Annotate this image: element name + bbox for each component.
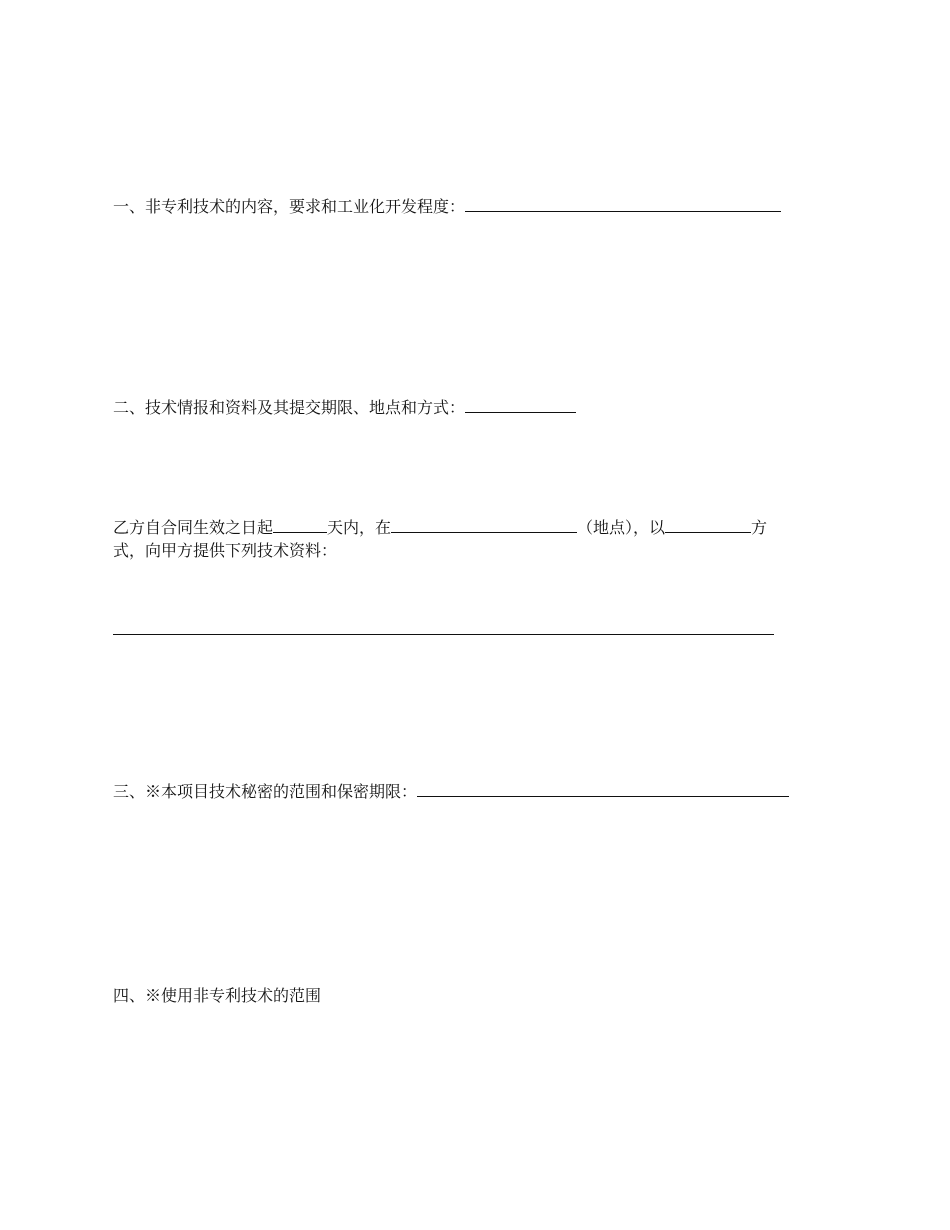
section-1-label: 一、非专利技术的内容，要求和工业化开发程度：	[113, 197, 466, 216]
provision-line-2	[113, 540, 337, 562]
section-3-line	[113, 781, 789, 803]
section-4-line	[113, 985, 321, 1007]
provision-text-5: 式，向甲方提供下列技术资料：	[113, 541, 338, 560]
provision-text-4: 方	[751, 518, 768, 537]
section-4-label: 四、※使用非专利技术的范围	[113, 986, 322, 1005]
section-3-blank-field[interactable]	[417, 781, 789, 797]
section-1-blank-field[interactable]	[465, 196, 781, 212]
technical-documents-blank-field[interactable]	[113, 634, 774, 635]
provision-text-2: 天内，在	[327, 518, 392, 537]
provision-text-1: 乙方自合同生效之日起	[113, 518, 274, 537]
location-blank-field[interactable]	[391, 517, 577, 533]
provision-text-3: （地点），以	[577, 518, 666, 537]
days-blank-field[interactable]	[273, 517, 327, 533]
section-2-line	[113, 397, 576, 419]
section-3-label: 三、※本项目技术秘密的范围和保密期限：	[113, 782, 418, 801]
method-blank-field[interactable]	[665, 517, 751, 533]
section-2-label: 二、技术情报和资料及其提交期限、地点和方式：	[113, 398, 466, 417]
provision-line-1	[113, 517, 767, 539]
section-2-blank-field[interactable]	[465, 397, 576, 413]
section-1-line	[113, 196, 781, 218]
